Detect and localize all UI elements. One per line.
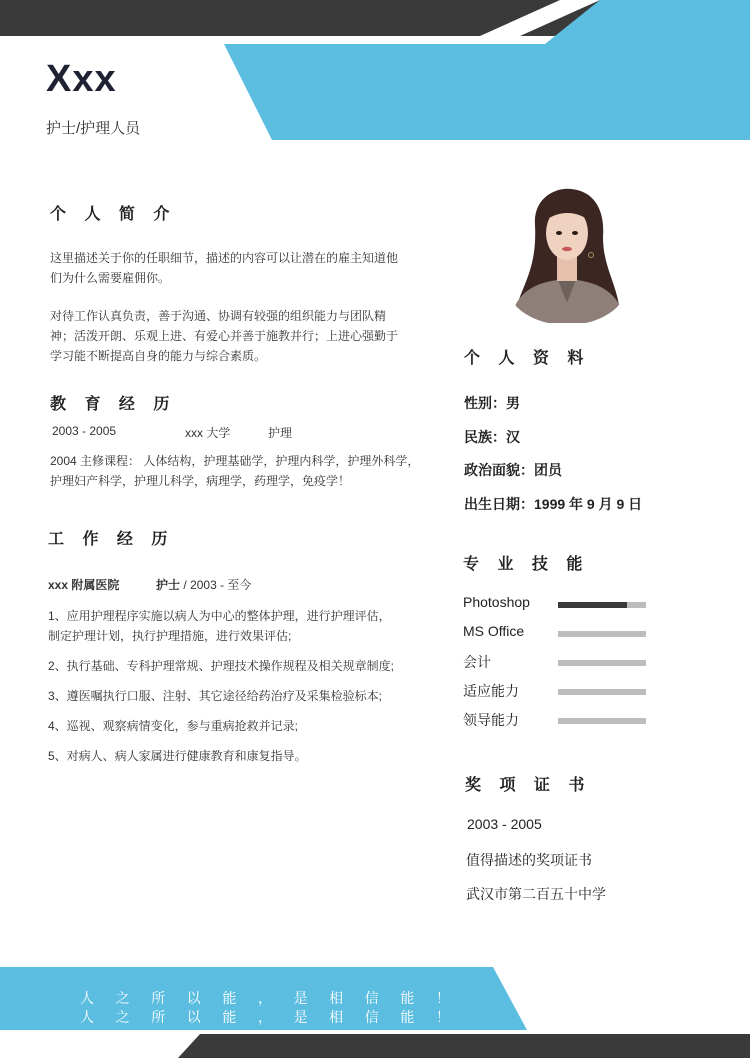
work-item: 制定护理计划，执行护理措施，进行效果评估; (48, 629, 292, 643)
work-period: / 2003 - 至今 (180, 578, 252, 592)
job-role: 护士/护理人员 (46, 120, 141, 137)
skill-label: 领导能力 (463, 712, 519, 728)
award-school: 武汉市第二百五十中学 (466, 886, 606, 902)
skills-title: 专 业 技 能 (463, 556, 590, 573)
profile-title: 个 人 资 料 (464, 350, 591, 367)
awards-title: 奖 项 证 书 (465, 777, 592, 794)
slogan-char: 以 (186, 990, 201, 1006)
slogan-char: 之 (115, 1009, 130, 1025)
intro-line: 神；活泼开朗、乐观上进、有爱心并善于施教并行；上进心强勤于 (50, 329, 399, 343)
slogan-char: 之 (115, 990, 130, 1006)
profile-gender: 性别：男 (464, 395, 520, 411)
skill-bar-fill (558, 602, 627, 608)
slogan-char: 相 (329, 990, 344, 1006)
work-item: 4、巡视、观察病情变化，参与重病抢救并记录; (48, 719, 299, 733)
skill-bar (558, 631, 646, 637)
slogan-char: ， (257, 1009, 272, 1025)
work-position: 护士 (156, 578, 181, 592)
slogan-char: ！ (435, 990, 450, 1006)
education-major: 护理 (268, 426, 293, 440)
skill-label: MS Office (463, 623, 525, 639)
skill-bar-fill (558, 718, 613, 724)
slogan-char: 所 (151, 990, 166, 1006)
slogan-char: 能 (400, 990, 415, 1006)
avatar (507, 185, 627, 323)
work-item: 2、执行基础、专科护理常规、护理技术操作规程及相关规章制度; (48, 659, 395, 673)
skill-bar-fill (558, 660, 620, 666)
slogan-char: ， (257, 990, 272, 1006)
footer-slogan-1 (80, 988, 450, 1008)
course-line: 2004 主修课程： 人体结构，护理基础学，护理内科学，护理外科学， (50, 454, 420, 468)
footer-dark-band (178, 1034, 750, 1058)
intro-text (50, 248, 398, 366)
intro-line: 学习能不断提高自身的能力与综合素质。 (50, 349, 267, 363)
profile-birth: 出生日期：1999 年 9 月 9 日 (464, 496, 643, 512)
slogan-char: 能 (222, 990, 237, 1006)
award-period: 2003 - 2005 (467, 816, 542, 832)
award-name: 值得描述的奖项证书 (466, 852, 592, 868)
work-item: 3、遵医嘱执行口服、注射、其它途径给药治疗及采集检验标本; (48, 689, 383, 703)
slogan-char: 能 (222, 1009, 237, 1025)
slogan-char: 以 (186, 1009, 201, 1025)
slogan-char: 人 (80, 990, 94, 1006)
education-title: 教 育 经 历 (50, 396, 177, 413)
education-period: 2003 - 2005 (52, 424, 117, 438)
slogan-char: 信 (364, 1009, 379, 1025)
work-item: 1、应用护理程序实施以病人为中心的整体护理，进行护理评估， (48, 609, 391, 623)
skill-bar-fill (558, 631, 620, 637)
skill-bar (558, 689, 646, 695)
skill-bar (558, 660, 646, 666)
slogan-char: 人 (80, 1009, 94, 1025)
intro-line: 对待工作认真负责，善于沟通、协调有较强的组织能力与团队精 (50, 309, 387, 323)
skill-label: Photoshop (463, 594, 530, 610)
course-line: 护理妇产科学，护理儿科学，病理学，药理学，免疫学！ (50, 474, 351, 488)
work-company: xxx 附属医院 (48, 578, 120, 592)
intro-line: 这里描述关于你的任职细节，描述的内容可以让潜在的雇主知道他 (50, 251, 399, 265)
education-school: xxx 大学 (185, 426, 231, 440)
skill-label: 适应能力 (463, 683, 519, 699)
slogan-char: ！ (435, 1009, 450, 1025)
profile-political: 政治面貌：团员 (464, 462, 562, 478)
page-title: Xxx (46, 58, 117, 100)
education-courses (50, 451, 419, 491)
footer-slogan-2 (80, 1007, 450, 1027)
intro-line: 们为什么需要雇佣你。 (50, 271, 171, 285)
slogan-char: 所 (151, 1009, 166, 1025)
slogan-char: 是 (293, 1009, 308, 1025)
skill-label: 会计 (463, 654, 491, 670)
intro-title: 个 人 简 介 (50, 206, 177, 223)
slogan-char: 信 (364, 990, 379, 1006)
skill-bar (558, 602, 646, 608)
skill-bar (558, 718, 646, 724)
work-title: 工 作 经 历 (48, 531, 175, 548)
skill-bar-fill (558, 689, 606, 695)
slogan-char: 能 (400, 1009, 415, 1025)
work-header (48, 576, 251, 593)
work-items (48, 606, 394, 766)
profile-ethnicity: 民族：汉 (464, 429, 520, 445)
slogan-char: 是 (293, 990, 308, 1006)
work-item: 5、对病人、病人家属进行健康教育和康复指导。 (48, 749, 307, 763)
slogan-char: 相 (329, 1009, 344, 1025)
